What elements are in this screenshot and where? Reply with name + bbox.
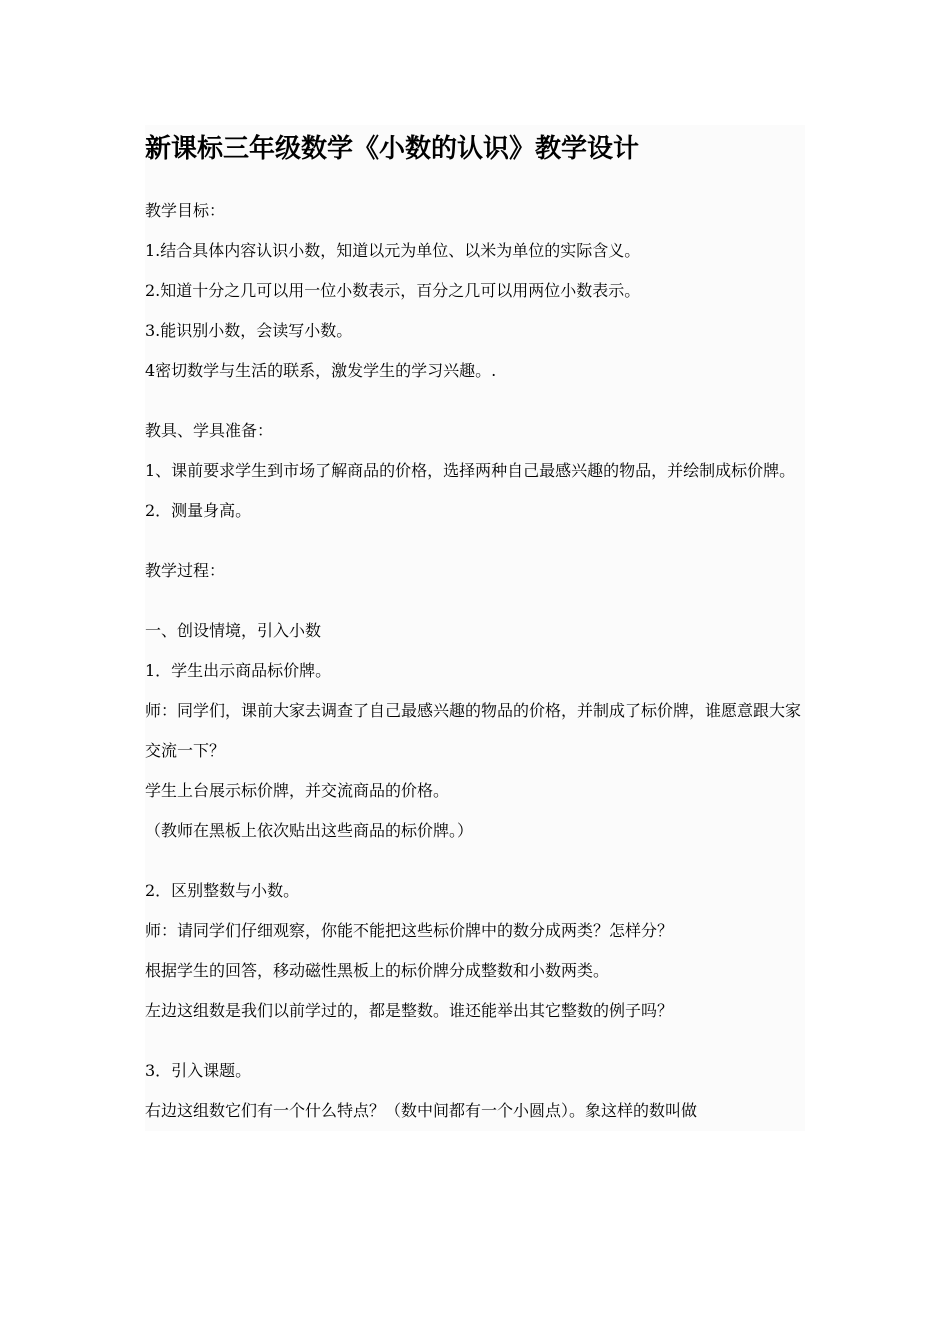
step2-line: 根据学生的回答，移动磁性黑板上的标价牌分成整数和小数两类。 bbox=[145, 961, 610, 980]
objective-item: 2.知道十分之几可以用一位小数表示，百分之几可以用两位小数表示。 bbox=[145, 281, 641, 300]
section-gap bbox=[145, 391, 805, 411]
section-gap bbox=[145, 531, 805, 551]
section-gap bbox=[145, 851, 805, 871]
document-title: 新课标三年级数学《小数的认识》教学设计 bbox=[145, 134, 640, 164]
preparation-item: 2．测量身高。 bbox=[145, 501, 252, 520]
objective-item: 1.结合具体内容认识小数，知道以元为单位、以米为单位的实际含义。 bbox=[145, 241, 641, 260]
process-heading: 教学过程： bbox=[145, 561, 226, 580]
objective-item: 4密切数学与生活的联系，激发学生的学习兴趣。. bbox=[145, 361, 497, 380]
objectives-heading: 教学目标： bbox=[145, 201, 226, 220]
step3-line: 右边这组数它们有一个什么特点？（数中间都有一个小圆点）。象这样的数叫做 bbox=[145, 1101, 698, 1120]
objective-item: 3.能识别小数，会读写小数。 bbox=[145, 321, 353, 340]
step2-line: 师：请同学们仔细观察，你能不能把这些标价牌中的数分成两类？怎样分？ bbox=[145, 921, 674, 940]
preparation-heading: 教具、学具准备： bbox=[145, 421, 274, 440]
document-page bbox=[145, 125, 805, 1131]
section-gap bbox=[145, 1031, 805, 1051]
step2-title: 2．区别整数与小数。 bbox=[145, 881, 300, 900]
step1-line: 师：同学们，课前大家去调查了自己最感兴趣的物品的价格，并制成了标价牌，谁愿意跟大家交流一下？ bbox=[145, 701, 802, 760]
step2-line: 左边这组数是我们以前学过的，都是整数。谁还能举出其它整数的例子吗？ bbox=[145, 1001, 674, 1020]
step3-title: 3．引入课题。 bbox=[145, 1061, 252, 1080]
step1-line: 学生上台展示标价牌，并交流商品的价格。 bbox=[145, 781, 450, 800]
preparation-item: 1、课前要求学生到市场了解商品的价格，选择两种自己最感兴趣的物品，并绘制成标价牌。 bbox=[145, 461, 796, 480]
step1-title: 1．学生出示商品标价牌。 bbox=[145, 661, 332, 680]
section-gap bbox=[145, 591, 805, 611]
part1-heading: 一、创设情境，引入小数 bbox=[145, 621, 322, 640]
step1-line: （教师在黑板上依次贴出这些商品的标价牌。） bbox=[145, 821, 474, 840]
